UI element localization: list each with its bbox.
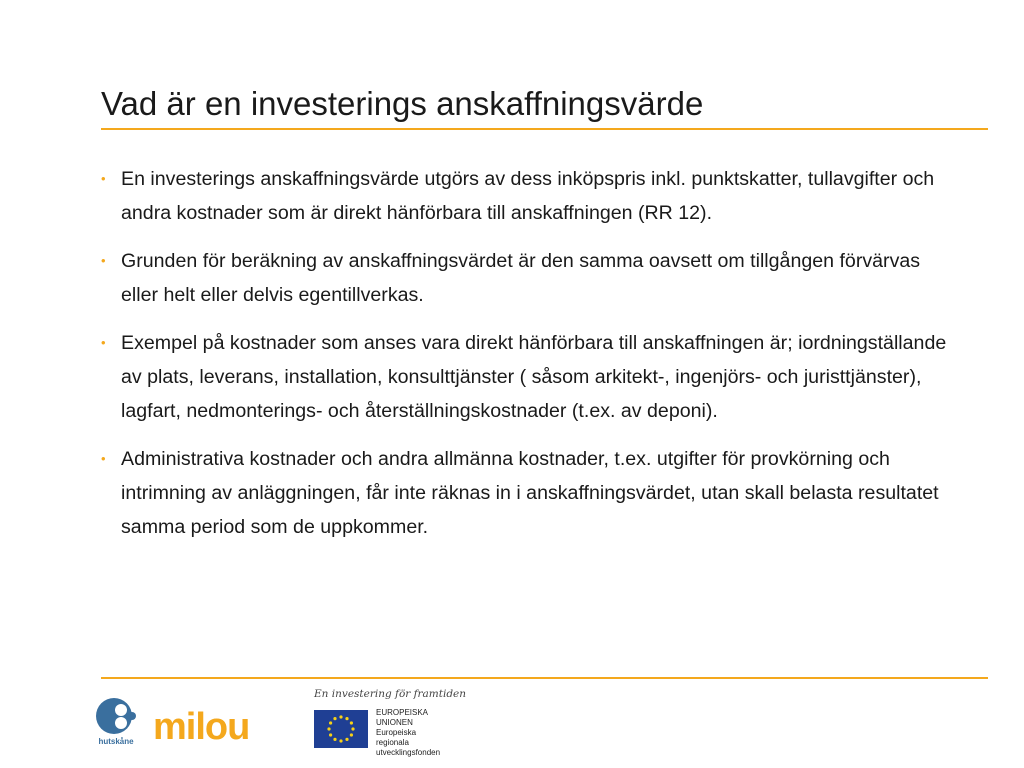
eu-label-line: UNIONEN xyxy=(376,718,413,727)
bullet-text: Administrativa kostnader och andra allmänna kostnader, t.ex. utgifter för provkörning och intrimning av anläggningen, får inte räknas in i anskaffningsvärdet, utan skall belasta resultatet samma period som de uppkommer. xyxy=(121,448,939,538)
eu-label xyxy=(376,708,440,758)
bullet-marker: • xyxy=(101,451,106,466)
bullet-list xyxy=(101,162,961,558)
bullet-text: Exempel på kostnader som anses vara direkt hänförbara till anskaffningen är; iordningställande av plats, leverans, installation, konsulttjänster ( såsom arkitekt-, ingenjörs- och juristtjänster), lagfart, nedmonterings- och återställningskostnader (t.ex. av deponi). xyxy=(121,332,947,422)
slide-title: Vad är en investerings anskaffningsvärde xyxy=(101,85,704,122)
eu-label-line: Europeiska xyxy=(376,728,417,737)
eu-label-line: regionala xyxy=(376,738,409,747)
hutskane-label: hutskåne xyxy=(98,737,134,746)
bullet-item xyxy=(101,244,961,312)
bullet-text: Grunden för beräkning av anskaffningsvärdet är den samma oavsett om tillgången förvärvas eller helt eller delvis egentillverkas. xyxy=(121,250,921,306)
bullet-marker: • xyxy=(101,253,106,268)
bullet-item xyxy=(101,326,961,428)
bullet-marker: • xyxy=(101,335,106,350)
hutskane-logo xyxy=(94,694,138,752)
footer-divider xyxy=(101,677,988,679)
bullet-marker: • xyxy=(101,171,106,186)
eu-label-line: utvecklingsfonden xyxy=(376,748,441,757)
eu-label-line: EUROPEISKA xyxy=(376,708,429,717)
milou-logo: milou xyxy=(153,706,250,748)
bullet-text: En investerings anskaffningsvärde utgörs av dess inköpspris inkl. punktskatter, tullavgifter och andra kostnader som är direkt hänförbara till anskaffningen (RR 12). xyxy=(121,168,935,224)
tagline: En investering för framtiden xyxy=(314,688,467,700)
eu-flag-icon xyxy=(314,710,368,748)
bullet-item xyxy=(101,162,961,230)
hutskane-emblem-icon xyxy=(94,694,138,738)
title-divider xyxy=(101,128,988,130)
bullet-item xyxy=(101,442,961,544)
